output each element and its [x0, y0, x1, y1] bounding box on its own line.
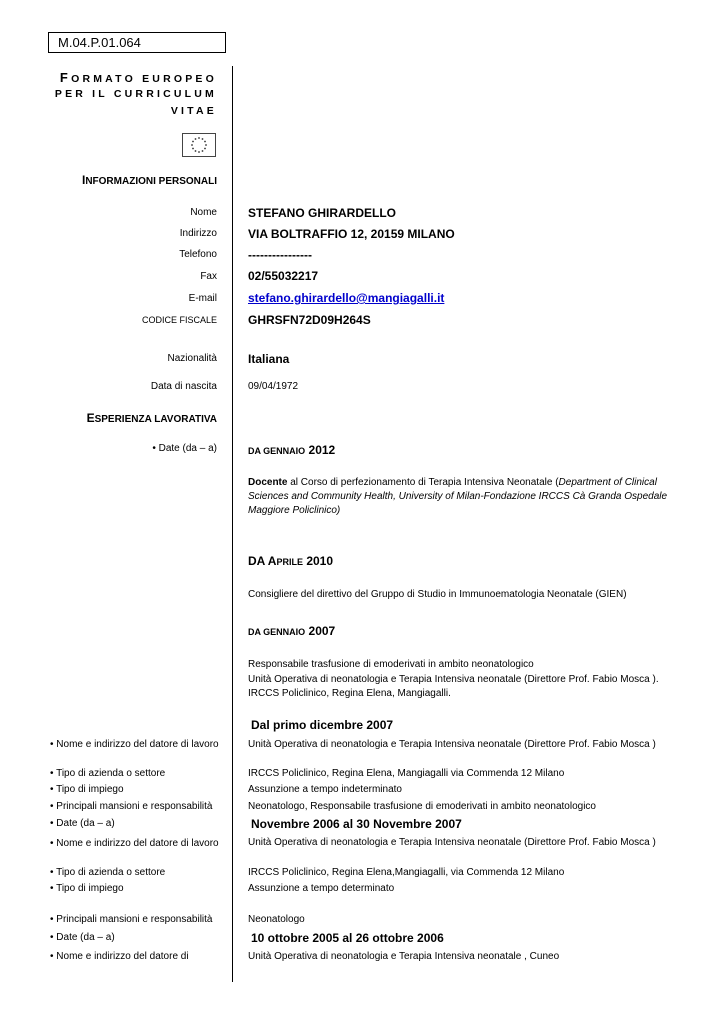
label-date-6: • Date (da – a) — [50, 932, 115, 943]
cv-title-line2: PER IL CURRICULUM — [54, 88, 217, 100]
entry4-impiego-label: • Tipo di impiego — [50, 784, 124, 795]
entry6-date: 10 ottobre 2005 al 26 ottobre 2006 — [251, 931, 444, 945]
entry5-date: Novembre 2006 al 30 Novembre 2007 — [251, 817, 462, 831]
entry6-employer: Unità Operativa di neonatologia e Terapia Intensiva neonatale , Cuneo — [248, 951, 560, 962]
value-data-nascita: 09/04/1972 — [248, 381, 299, 392]
entry2-date: DA APRILE 2010 — [248, 554, 334, 568]
entry6-employer-label: • Nome e indirizzo del datore di — [50, 951, 189, 962]
entry4-mansioni-label: • Principali mansioni e responsabilità — [50, 801, 213, 812]
label-nazionalita: Nazionalità — [167, 353, 217, 364]
entry5-tipo-azienda: IRCCS Policlinico, Regina Elena,Mangiagalli, via Commenda 12 Milano — [248, 867, 565, 878]
cv-title-line3: VITAE — [170, 105, 217, 117]
cv-title-line1: FORMATO EUROPEO — [59, 70, 217, 85]
entry5-impiego: Assunzione a tempo determinato — [248, 883, 395, 894]
entry3-line1: Responsabile trasfusione di emoderivati in ambito neonatologico — [248, 659, 534, 670]
label-data-nascita: Data di nascita — [150, 381, 217, 392]
value-email[interactable] — [248, 291, 444, 305]
entry4-employer-label: • Nome e indirizzo del datore di lavoro — [50, 739, 219, 750]
entry1-date: DA GENNAIO 2012 — [248, 443, 336, 457]
entry4-impiego: Assunzione a tempo indeterminato — [248, 784, 402, 795]
value-fax: 02/55032217 — [248, 269, 319, 283]
value-nazionalita: Italiana — [248, 352, 290, 366]
entry3-date: DA GENNAIO 2007 — [248, 624, 336, 638]
entry5-mansioni: Neonatologo — [248, 914, 305, 925]
email-link[interactable]: stefano.ghirardello@mangiagalli.it — [248, 291, 445, 305]
entry4-tipo-azienda-label: • Tipo di azienda o settore — [50, 768, 166, 779]
label-date-5: • Date (da – a) — [50, 818, 115, 829]
section-personal-info: INFORMAZIONI PERSONALI — [81, 173, 217, 187]
eu-flag-icon — [182, 133, 216, 157]
entry2-description: Consigliere del direttivo del Gruppo di Studio in Immunoematologia Neonatale (GIEN) — [248, 589, 627, 600]
entry5-employer: Unità Operativa di neonatologia e Terapia Intensiva neonatale (Direttore Prof. Fabio Mosca ) — [248, 837, 656, 848]
entry5-employer-label: • Nome e indirizzo del datore di lavoro — [50, 838, 219, 849]
column-divider — [232, 66, 233, 982]
label-codice-fiscale: CODICE FISCALE — [141, 315, 217, 325]
entry5-mansioni-label: • Principali mansioni e responsabilità — [50, 914, 213, 925]
label-fax: Fax — [200, 271, 217, 282]
entry5-tipo-azienda-label: • Tipo di azienda o settore — [50, 867, 166, 878]
label-date-1: • Date (da – a) — [152, 443, 217, 454]
entry5-impiego-label: • Tipo di impiego — [50, 883, 124, 894]
value-nome: STEFANO GHIRARDELLO — [248, 206, 397, 220]
entry1-description: Docente al Corso di perfezionamento di Terapia Intensiva Neonatale (Department of Clinical Sciences and Community Health, University of Milan-Fondazione IRCCS Cà Granda Ospedale Maggiore Policlinico) — [248, 477, 668, 516]
entry4-tipo-azienda: IRCCS Policlinico, Regina Elena, Mangiagalli via Commenda 12 Milano — [248, 768, 565, 779]
entry4-date: Dal primo dicembre 2007 — [251, 718, 394, 732]
entry4-employer: Unità Operativa di neonatologia e Terapia Intensiva neonatale (Direttore Prof. Fabio Mosca ) — [248, 739, 656, 750]
label-email: E-mail — [188, 293, 217, 304]
value-indirizzo: VIA BOLTRAFFIO 12, 20159 MILANO — [248, 227, 455, 241]
value-telefono: ---------------- — [248, 248, 312, 262]
label-indirizzo: Indirizzo — [179, 228, 217, 239]
section-experience: ESPERIENZA LAVORATIVA — [86, 411, 217, 425]
label-nome: Nome — [190, 207, 217, 218]
entry3-line2: Unità Operativa di neonatologia e Terapia Intensiva neonatale (Direttore Prof. Fabio Mosca ). — [248, 674, 659, 685]
entry3-line3: IRCCS Policlinico, Regina Elena, Mangiagalli. — [248, 688, 451, 699]
value-codice-fiscale: GHRSFN72D09H264S — [248, 313, 371, 327]
document-code: M.04.P.01.064 — [48, 32, 226, 53]
label-telefono: Telefono — [179, 249, 217, 260]
entry4-mansioni: Neonatologo, Responsabile trasfusione di emoderivati in ambito neonatologico — [248, 801, 596, 812]
